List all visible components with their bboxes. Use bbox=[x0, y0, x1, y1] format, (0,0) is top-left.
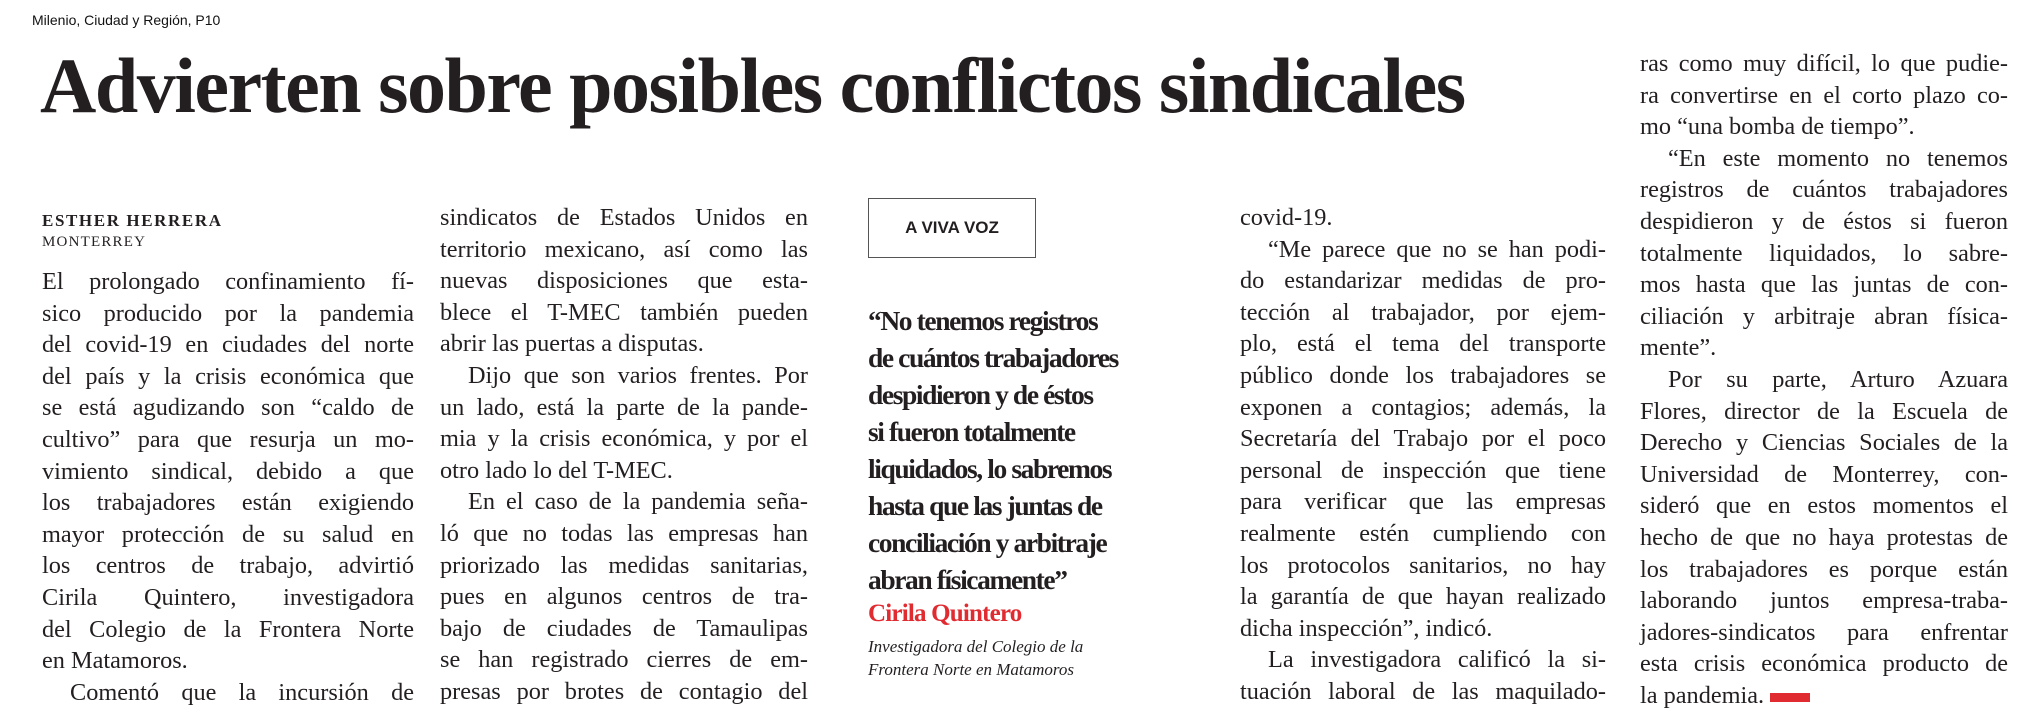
pull-quote-line: hasta que las juntas de bbox=[868, 490, 1102, 521]
text-line: mos hasta que las juntas de con- bbox=[1640, 271, 2008, 299]
pull-quote-line: si fueron totalmente bbox=[868, 416, 1075, 447]
pull-quote bbox=[868, 302, 1178, 598]
text-line: mente”. bbox=[1640, 334, 1717, 362]
text-line: registros de cuántos trabajadores bbox=[1640, 176, 2008, 204]
article-column-1 bbox=[42, 266, 414, 708]
text-line: En el caso de la pandemia seña- bbox=[468, 488, 808, 516]
text-line: se han registrado cierres de em- bbox=[440, 646, 808, 674]
text-line: mo “una bomba de tiempo”. bbox=[1640, 113, 1915, 141]
pull-quote-line: de cuántos trabajadores bbox=[868, 342, 1118, 373]
text-line: vimiento sindical, debido a que bbox=[42, 457, 414, 485]
text-line: los trabajadores es porque están bbox=[1640, 555, 2008, 583]
text-line: Flores, director de la Escuela de bbox=[1640, 397, 2008, 425]
text-line: público donde los trabajadores se bbox=[1240, 361, 1606, 389]
text-line: despidieron y de éstos si fueron bbox=[1640, 207, 2008, 235]
pull-quote-line: “No tenemos registros bbox=[868, 305, 1098, 336]
text-line: Dijo que son varios frentes. Por bbox=[468, 361, 808, 389]
text-line: la garantía de que hayan realizado bbox=[1240, 583, 1606, 611]
text-line: la pandemia. bbox=[1640, 681, 1765, 709]
article-column-2 bbox=[440, 202, 808, 708]
pull-quote-line: liquidados, lo sabremos bbox=[868, 453, 1112, 484]
text-line: presas por brotes de contagio del bbox=[440, 677, 808, 705]
text-line: para verificar que las empresas bbox=[1240, 488, 1606, 516]
text-line: realmente estén cumpliendo con bbox=[1240, 519, 1606, 547]
pull-quote-line: despidieron y de éstos bbox=[868, 379, 1093, 410]
text-line: nuevas disposiciones que esta- bbox=[440, 267, 808, 295]
quote-attribution-name: Cirila Quintero bbox=[868, 600, 1022, 627]
text-line: “Me parece que no se han podi- bbox=[1268, 235, 1606, 263]
text-line: tección al trabajador, por ejem- bbox=[1240, 298, 1606, 326]
text-line: bajo de ciudades de Tamaulipas bbox=[440, 614, 808, 642]
text-line: Universidad de Monterrey, con- bbox=[1640, 460, 2008, 488]
text-line: esta crisis económica producto de bbox=[1640, 650, 2008, 678]
text-line: sideró que en estos momentos el bbox=[1640, 492, 2008, 520]
text-line: personal de inspección que tiene bbox=[1240, 456, 1606, 484]
text-line: covid-19. bbox=[1240, 204, 1333, 231]
text-line: abrir las puertas a disputas. bbox=[440, 330, 704, 358]
text-line: La investigadora calificó la si- bbox=[1268, 646, 1606, 674]
text-line: mayor protección de su salud en bbox=[42, 520, 414, 548]
text-line: ra convertirse en el corto plazo co- bbox=[1640, 81, 2008, 109]
text-line: laborando juntos empresa-traba- bbox=[1640, 587, 2008, 615]
text-line-final bbox=[1640, 680, 2008, 711]
text-line: del Colegio de la Frontera Norte bbox=[42, 615, 414, 643]
article-column-3 bbox=[1240, 202, 1606, 708]
byline bbox=[42, 210, 223, 252]
text-line: Secretaría del Trabajo por el poco bbox=[1240, 425, 1606, 453]
text-line: “En este momento no tenemos bbox=[1668, 144, 2008, 172]
text-line: sindicatos de Estados Unidos en bbox=[440, 204, 808, 231]
text-line: sico producido por la pandemia bbox=[42, 299, 414, 327]
text-line: mia y la crisis económica, y por el bbox=[440, 425, 808, 453]
text-line: El prolongado confinamiento fí- bbox=[42, 268, 414, 295]
pull-quote-line: conciliación y arbitraje bbox=[868, 527, 1107, 558]
text-line: un lado, está la parte de la pande- bbox=[440, 393, 808, 421]
text-line: tuación laboral de las maquilado- bbox=[1240, 677, 1606, 705]
viva-voz-label: A VIVA VOZ bbox=[868, 198, 1036, 258]
text-line: priorizado las medidas sanitarias, bbox=[440, 551, 808, 579]
text-line: los trabajadores están exigiendo bbox=[42, 489, 414, 517]
quote-role-line: Frontera Norte en Matamoros bbox=[868, 660, 1075, 679]
text-line: territorio mexicano, así como las bbox=[440, 235, 808, 263]
headline: Advierten sobre posibles conflictos sindicales bbox=[40, 42, 1465, 129]
quote-attribution-role bbox=[868, 635, 1168, 681]
text-line: Derecho y Ciencias Sociales de la bbox=[1640, 429, 2008, 457]
source-label: Milenio, Ciudad y Región, P10 bbox=[32, 12, 221, 28]
pull-quote-line: abran físicamente” bbox=[868, 564, 1067, 595]
text-line: Por su parte, Arturo Azuara bbox=[1668, 365, 2008, 393]
text-line: cultivo” para que resurja un mo- bbox=[42, 425, 414, 453]
text-line: otro lado lo del T-MEC. bbox=[440, 456, 673, 484]
text-line: jadores-sindicatos para enfrentar bbox=[1640, 618, 2008, 646]
text-line: los protocolos sanitarios, no hay bbox=[1240, 551, 1606, 579]
text-line: se está agudizando son “caldo de bbox=[42, 394, 414, 422]
text-line: plo, está el tema del transporte bbox=[1240, 330, 1606, 358]
text-line: hecho de que no haya protestas de bbox=[1640, 523, 2008, 551]
byline-location: MONTERREY bbox=[42, 234, 147, 250]
quote-role-line: Investigadora del Colegio de la bbox=[868, 637, 1084, 656]
text-line: do estandarizar medidas de pro- bbox=[1240, 267, 1606, 295]
text-line: Comentó que la incursión de bbox=[70, 678, 414, 706]
text-line: del país y la crisis económica que bbox=[42, 362, 414, 390]
text-line: del covid-19 en ciudades del norte bbox=[42, 331, 414, 359]
text-line: ló que no todas las empresas han bbox=[440, 519, 808, 547]
text-line: exponen a contagios; además, la bbox=[1240, 393, 1606, 421]
text-line: pues en algunos centros de tra- bbox=[440, 583, 808, 611]
text-line: ciliación y arbitraje abran física- bbox=[1640, 302, 2008, 330]
text-line: dicha inspección”, indicó. bbox=[1240, 614, 1493, 642]
text-line: Cirila Quintero, investigadora bbox=[42, 583, 414, 611]
text-line: en Matamoros. bbox=[42, 647, 188, 675]
byline-author: ESTHER HERRERA bbox=[42, 211, 223, 230]
text-line: blece el T-MEC también pueden bbox=[440, 298, 808, 326]
end-of-article-mark bbox=[1770, 693, 1810, 702]
text-line: los centros de trabajo, advirtió bbox=[42, 552, 414, 580]
text-line: totalmente liquidados, lo sabre- bbox=[1640, 239, 2008, 267]
text-line: ras como muy difícil, lo que pudie- bbox=[1640, 50, 2008, 77]
article-column-4 bbox=[1640, 48, 2008, 711]
